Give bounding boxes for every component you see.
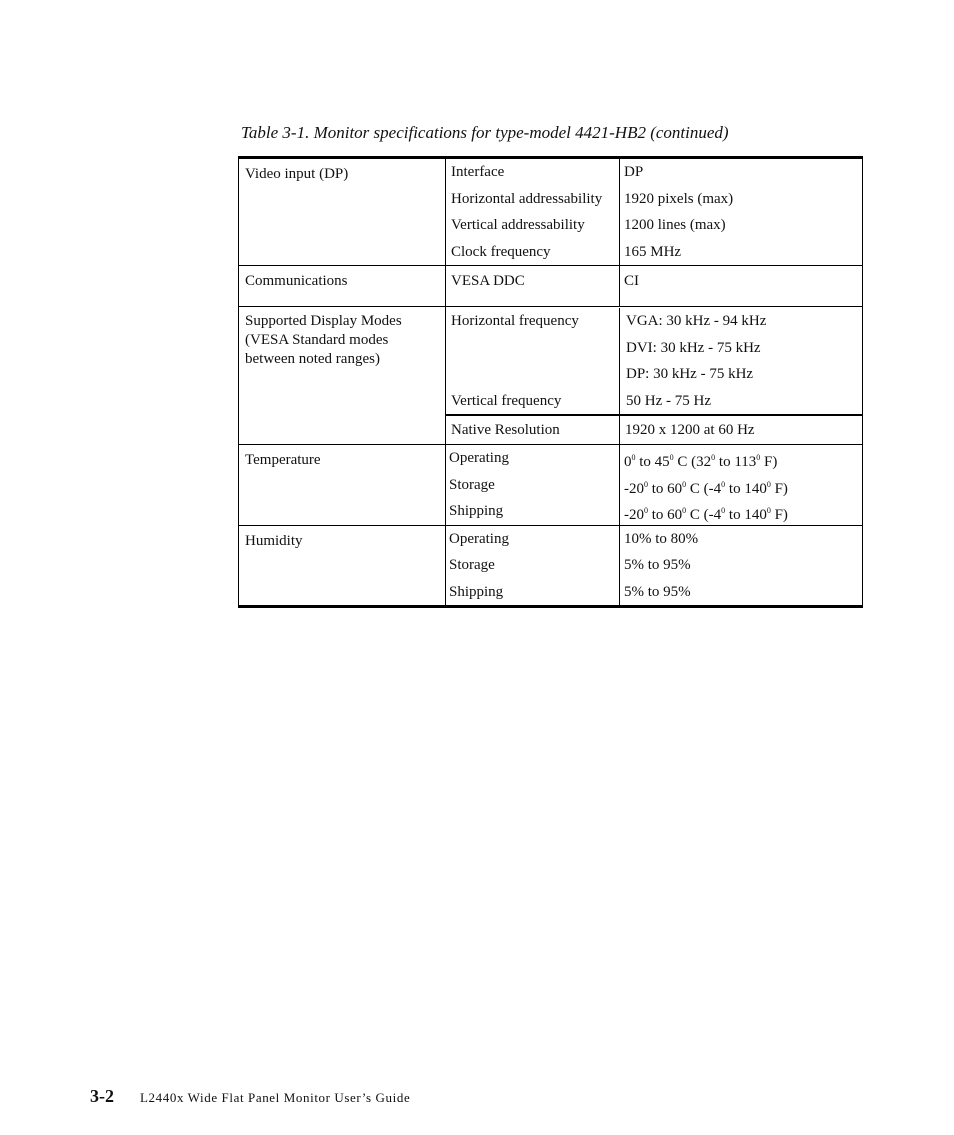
value-cell: DVI: 30 kHz - 75 kHz <box>626 339 761 356</box>
value-cell: 165 MHz <box>624 243 682 260</box>
table-caption: Table 3-1. Monitor specifications for type-model 4421-HB2 (continued) <box>241 123 729 142</box>
param-cell: Operating <box>449 530 509 547</box>
value-cell: DP: 30 kHz - 75 kHz <box>626 366 754 382</box>
param-cell: Shipping <box>449 503 504 519</box>
degree-mark: 0 <box>766 506 771 515</box>
degree-mark: 0 <box>721 479 726 489</box>
param-cell: Horizontal addressability <box>451 190 603 207</box>
param-cell: Horizontal frequency <box>451 313 579 329</box>
value-cell: 1920 pixels (max) <box>624 190 734 207</box>
value-text: C (-4 <box>686 507 722 523</box>
value-cell: VGA: 30 kHz - 94 kHz <box>626 313 767 329</box>
monitor-spec-table <box>238 156 863 608</box>
document-title: L2440x Wide Flat Panel Monitor User’s Guide <box>140 1090 411 1105</box>
section-humidity <box>239 526 862 606</box>
param-cell: Shipping <box>449 583 504 600</box>
degree-mark: 0 <box>644 506 648 515</box>
param-cell: Native Resolution <box>451 422 560 438</box>
section-label: Temperature <box>239 445 446 525</box>
value-column <box>620 416 862 444</box>
page-footer <box>90 1086 410 1107</box>
value-text: to 60 <box>648 507 683 523</box>
degree-mark: 0 <box>711 453 716 462</box>
temperature-value <box>620 472 862 499</box>
value-column <box>620 266 862 306</box>
section-label: Communications <box>239 266 446 306</box>
value-cell: 5% to 95% <box>624 557 691 573</box>
value-text: to 60 <box>648 480 683 497</box>
value-column <box>620 445 862 525</box>
native-resolution-block <box>446 414 862 444</box>
section-communications <box>239 266 862 307</box>
value-text: F) <box>770 507 788 523</box>
param-column <box>446 526 620 606</box>
degree-mark: 0 <box>766 479 771 489</box>
value-column <box>620 159 862 265</box>
value-column <box>620 308 862 414</box>
value-text: -20 <box>624 480 644 497</box>
degree-mark: 0 <box>669 453 674 462</box>
param-cell: Vertical frequency <box>451 392 562 409</box>
section-label: Video input (DP) <box>239 159 446 265</box>
param-column <box>446 266 620 306</box>
param-cell: Storage <box>449 557 495 573</box>
param-cell: Storage <box>449 476 495 493</box>
degree-mark: 0 <box>682 506 687 515</box>
param-cell: Clock frequency <box>451 243 551 260</box>
frequency-block <box>446 307 862 414</box>
value-text: 0 <box>624 454 632 470</box>
value-cell: 1200 lines (max) <box>624 217 726 233</box>
param-column <box>446 445 620 525</box>
section-temperature <box>239 445 862 526</box>
value-text: to 45 <box>635 454 670 470</box>
value-text: F) <box>770 480 788 497</box>
section-label: Humidity <box>239 526 446 606</box>
value-cell: DP <box>624 164 644 180</box>
param-column <box>446 416 620 444</box>
degree-mark: 0 <box>682 479 687 489</box>
degree-mark: 0 <box>756 453 761 462</box>
modes-body <box>446 307 862 444</box>
section-video-input <box>239 159 862 266</box>
value-column <box>620 526 862 606</box>
section-display-modes <box>239 307 862 445</box>
param-cell: VESA DDC <box>451 273 525 289</box>
temperature-value <box>620 498 862 525</box>
page-number: 3-2 <box>90 1086 114 1106</box>
param-cell: Operating <box>449 450 509 466</box>
value-text: C (-4 <box>686 480 722 497</box>
value-text: to 113 <box>715 454 757 470</box>
temperature-value <box>620 445 862 472</box>
value-cell: CI <box>624 273 639 289</box>
degree-mark: 0 <box>644 479 648 489</box>
value-cell: 10% to 80% <box>624 530 699 547</box>
value-text: C (32 <box>673 454 712 470</box>
param-column <box>446 308 620 414</box>
spacer <box>446 335 619 388</box>
value-cell: 50 Hz - 75 Hz <box>626 392 711 409</box>
section-label: Supported Display Modes (VESA Standard modes between noted ranges) <box>239 307 446 444</box>
degree-mark: 0 <box>721 506 726 515</box>
value-text: F) <box>760 454 778 470</box>
param-cell: Interface <box>451 164 505 180</box>
value-text: -20 <box>624 507 644 523</box>
param-cell: Vertical addressability <box>451 217 585 233</box>
degree-mark: 0 <box>631 453 636 462</box>
value-text: to 140 <box>725 480 767 497</box>
param-column <box>446 159 620 265</box>
value-cell: 1920 x 1200 at 60 Hz <box>625 422 755 438</box>
value-cell: 5% to 95% <box>624 583 691 600</box>
value-text: to 140 <box>725 507 767 523</box>
